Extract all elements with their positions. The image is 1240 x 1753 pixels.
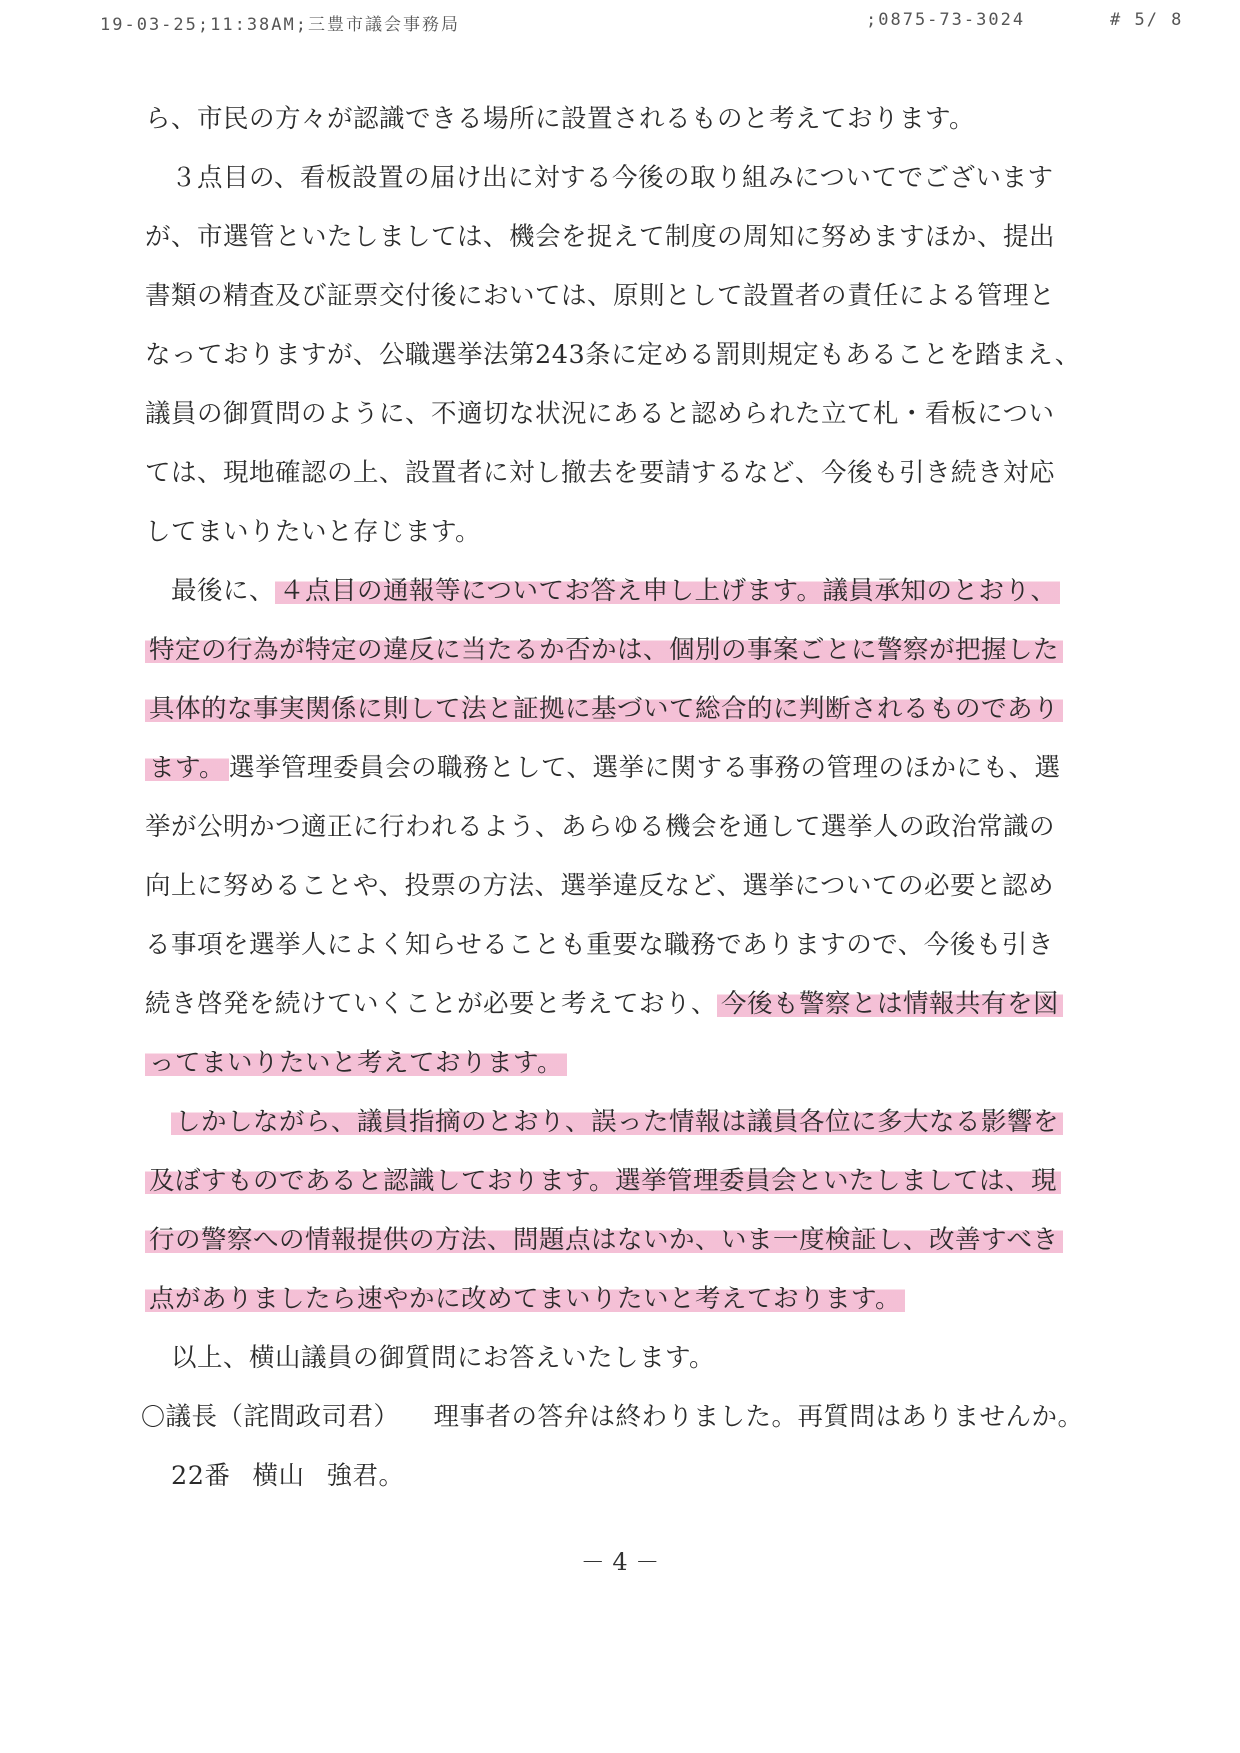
text-line	[145, 739, 1105, 798]
member-call-line	[145, 1447, 1105, 1506]
text-line: が、市選管といたしましては、機会を捉えて制度の周知に努めますほか、提出	[145, 222, 1056, 252]
text-line	[145, 1211, 1105, 1270]
highlighted-segment: 今後も警察とは情報共有を図	[717, 987, 1063, 1021]
text-line	[145, 680, 1105, 739]
text-line: ３点目の、看板設置の届け出に対する今後の取り組みについてでございます	[171, 163, 1054, 193]
text-line: してまいりたいと存じます。	[145, 517, 481, 547]
text-line	[145, 1093, 1105, 1152]
member-name: 横山	[252, 1461, 305, 1491]
plain-segment: 続き啓発を続けていくことが必要と考えており、	[145, 989, 718, 1019]
highlighted-segment: しかしながら、議員指摘のとおり、誤った情報は議員各位に多大なる影響を	[171, 1105, 1063, 1139]
text-line: る事項を選挙人によく知らせることも重要な職務でありますので、今後も引き	[145, 930, 1054, 960]
fax-header	[0, 10, 1240, 40]
highlighted-segment: 及ぼすものであると認識しております。選挙管理委員会といたしましては、現	[145, 1164, 1061, 1198]
highlighted-segment: 具体的な事実関係に則して法と証拠に基づいて総合的に判断されるものであり	[145, 692, 1063, 726]
text-line: 向上に努めることや、投票の方法、選挙違反など、選挙についての必要と認め	[145, 871, 1054, 901]
highlighted-segment: 行の警察への情報提供の方法、問題点はないか、いま一度検証し、改善すべき	[145, 1223, 1063, 1257]
member-given-name: 強君。	[326, 1461, 405, 1491]
text-line	[145, 621, 1105, 680]
plain-segment: 最後に、	[171, 576, 276, 606]
highlighted-segment: ます。	[145, 751, 229, 785]
member-number: 22番	[171, 1461, 231, 1491]
highlighted-segment: ってまいりたいと考えております。	[145, 1046, 567, 1080]
text-line: なっておりますが、公職選挙法第243条に定める罰則規定もあることを踏まえ、	[145, 340, 1081, 370]
document-body	[141, 90, 1105, 1506]
speaker-circle: 〇	[141, 1403, 166, 1431]
highlighted-segment: 特定の行為が特定の違反に当たるか否かは、個別の事案ごとに警察が把握した	[145, 633, 1063, 667]
text-line	[145, 1034, 1105, 1093]
text-line: 書類の精査及び証票交付後においては、原則として設置者の責任による管理と	[145, 281, 1056, 311]
text-line: ては、現地確認の上、設置者に対し撤去を要請するなど、今後も引き続き対応	[145, 458, 1056, 488]
text-line: 挙が公明かつ適正に行われるよう、あらゆる機会を通して選挙人の政治常識の	[145, 812, 1056, 842]
text-line	[145, 562, 1105, 621]
text-line: 議員の御質問のように、不適切な状況にあると認められた立て札・看板につい	[145, 399, 1055, 429]
page-number: － 4 －	[580, 1548, 660, 1576]
highlighted-segment: 点がありましたら速やかに改めてまいりたいと考えております。	[145, 1282, 905, 1316]
text-line	[145, 1270, 1105, 1329]
fax-page: # 5/ 8	[1110, 10, 1184, 30]
fax-phone: ;0875-73-3024	[866, 10, 1026, 30]
fax-timestamp: 19-03-25;11:38AM;三豊市議会事務局	[100, 15, 460, 35]
highlighted-segment: ４点目の通報等についてお答え申し上げます。議員承知のとおり、	[275, 574, 1060, 608]
text-line	[145, 1152, 1105, 1211]
speaker-line	[141, 1388, 1105, 1447]
text-line: ら、市民の方々が認識できる場所に設置されるものと考えております。	[145, 104, 975, 134]
plain-segment: 選挙管理委員会の職務として、選挙に関する事務の管理のほかにも、選	[228, 753, 1061, 783]
text-line: 以上、横山議員の御質問にお答えいたします。	[171, 1343, 715, 1373]
speaker-text: 理事者の答弁は終わりました。再質問はありませんか。	[433, 1402, 1084, 1432]
speaker-name: 議長（詫間政司君）	[165, 1402, 400, 1432]
text-line	[145, 975, 1105, 1034]
